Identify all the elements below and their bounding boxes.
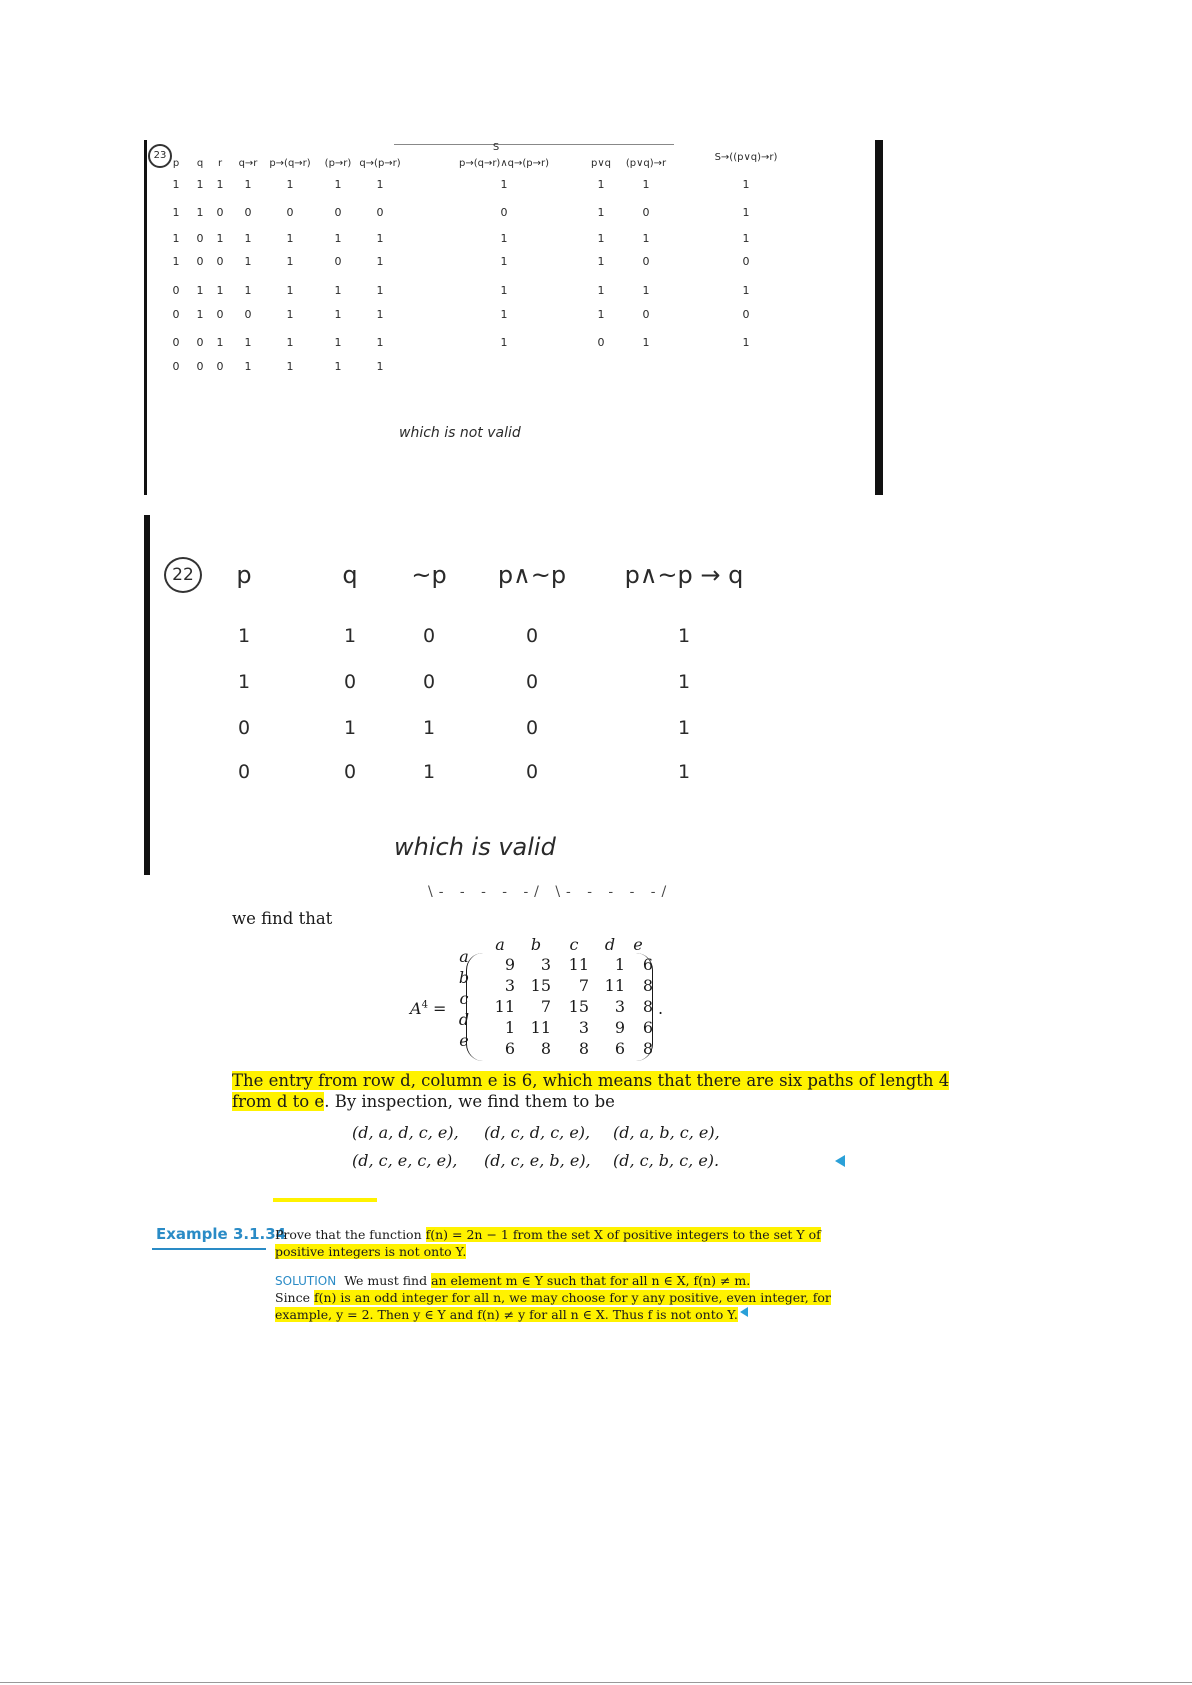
truth-table-23-cell: 1 [334, 360, 342, 373]
matrix-cell: 6 [614, 1039, 625, 1058]
truth-table-23-header: (p→r) [324, 158, 352, 169]
conclusion-not-valid: which is not valid [399, 425, 521, 441]
truth-table-22-cell: 1 [422, 761, 436, 783]
matrix-cell: 1 [614, 955, 625, 974]
problem-number-22: 22 [164, 557, 202, 593]
truth-table-23-cell: 1 [376, 336, 384, 349]
truth-table-23-cell: 1 [334, 232, 342, 245]
truth-table-23-cell: 0 [196, 360, 204, 373]
truth-table-22-cell: 1 [677, 625, 691, 647]
truth-table-23-cell: 1 [286, 308, 294, 321]
truth-table-23-cell: 1 [376, 255, 384, 268]
truth-table-23-cell: 1 [376, 178, 384, 191]
truth-table-23-cell: 0 [216, 360, 224, 373]
truth-table-22-header: ~p [411, 561, 447, 589]
right-border [875, 140, 883, 495]
truth-table-23-cell: 1 [216, 178, 224, 191]
truth-table-23-cell: 1 [334, 336, 342, 349]
matrix-cell: 8 [642, 1039, 653, 1058]
truth-table-22-cell: 1 [422, 717, 436, 739]
matrix-cell: 11 [604, 976, 625, 995]
entry-line-2-highlight: from d to e [232, 1092, 325, 1111]
truth-table-23-cell: 0 [376, 206, 384, 219]
end-of-solution-triangle-icon [740, 1307, 748, 1317]
truth-table-23-cell: 0 [742, 308, 750, 321]
truth-table-23-cell: 1 [597, 178, 605, 191]
solution-line-2: Since f(n) is an odd integer for all n, we may choose for y any positive, even integer, for [275, 1290, 831, 1305]
truth-table-23-cell: 0 [172, 336, 180, 349]
truth-table-22-header: p∧~p [497, 561, 567, 589]
matrix-cell: 8 [578, 1039, 589, 1058]
cropped-fragment: \- - - - -/ \- - - - -/ [428, 884, 673, 900]
handwritten-truth-table-22 [144, 515, 884, 875]
truth-table-23-cell: 1 [376, 232, 384, 245]
end-of-example-triangle-icon [835, 1155, 845, 1167]
truth-table-22-header: p∧~p → q [624, 561, 744, 589]
truth-table-23-cell: 0 [196, 255, 204, 268]
truth-table-23-cell: 1 [196, 206, 204, 219]
path-1: (d, a, d, c, e), [352, 1123, 459, 1142]
truth-table-23-cell: 1 [742, 206, 750, 219]
truth-table-22-cell: 0 [343, 671, 357, 693]
solution-line-3: example, y = 2. Then y ∈ Y and f(n) ≠ y for all n ∈ X. Thus f is not onto Y. [275, 1307, 738, 1322]
truth-table-23-cell: 1 [642, 232, 650, 245]
truth-table-23-cell: 1 [742, 336, 750, 349]
matrix-cell: 15 [530, 976, 551, 995]
truth-table-23-cell: 1 [196, 284, 204, 297]
entry-paragraph [232, 1070, 949, 1112]
truth-table-23-cell: 1 [500, 308, 508, 321]
truth-table-23-cell: 1 [334, 178, 342, 191]
truth-table-23-cell: 1 [597, 308, 605, 321]
truth-table-23-cell: 1 [376, 360, 384, 373]
truth-table-23-cell: 1 [597, 206, 605, 219]
truth-table-23-header: p [172, 158, 180, 169]
problem-number-23: 23 [148, 144, 172, 168]
truth-table-23-cell: 1 [334, 308, 342, 321]
truth-table-23-cell: 1 [286, 336, 294, 349]
truth-table-23-cell: 1 [244, 284, 252, 297]
matrix-column-label: c [569, 935, 579, 954]
truth-table-23-cell: 0 [642, 255, 650, 268]
matrix-cell: 9 [614, 1018, 625, 1037]
matrix-cell: 15 [568, 997, 589, 1016]
matrix-cell: 8 [540, 1039, 551, 1058]
truth-table-23-header: S→((p∨q)→r) [714, 152, 778, 163]
matrix-row-label: b [458, 968, 470, 987]
truth-table-23-cell: 1 [334, 284, 342, 297]
left-border [144, 140, 147, 495]
path-2: (d, c, d, c, e), [484, 1123, 591, 1142]
truth-table-23-cell: 1 [244, 255, 252, 268]
matrix-cell: 6 [504, 1039, 515, 1058]
truth-table-23-header: q [196, 158, 204, 169]
matrix-cell: 8 [642, 976, 653, 995]
truth-table-23-cell: 1 [172, 178, 180, 191]
truth-table-23-cell: 0 [172, 308, 180, 321]
truth-table-23-cell: 1 [172, 206, 180, 219]
truth-table-23-header: q→r [238, 158, 258, 169]
truth-table-23-cell: 1 [742, 284, 750, 297]
truth-table-23-cell: 0 [196, 232, 204, 245]
example-rule-left [152, 1248, 266, 1250]
truth-table-23-cell: 0 [500, 206, 508, 219]
truth-table-23-cell: 0 [196, 336, 204, 349]
truth-table-22-cell: 1 [677, 671, 691, 693]
truth-table-23-cell: 1 [244, 336, 252, 349]
truth-table-23-header: q→(p→r) [359, 158, 401, 169]
truth-table-23-cell: 0 [286, 206, 294, 219]
matrix-row-label: a [459, 947, 469, 966]
entry-line-1: The entry from row d, column e is 6, which means that there are six paths of length 4 [232, 1071, 950, 1090]
truth-table-23-cell: 1 [376, 308, 384, 321]
matrix-cell: 3 [540, 955, 551, 974]
matrix-row-label: d [458, 1010, 470, 1029]
truth-table-23-cell: 1 [742, 232, 750, 245]
truth-table-23-cell: 1 [244, 232, 252, 245]
matrix-cell: 8 [642, 997, 653, 1016]
spacer [272, 1264, 747, 1265]
truth-table-23-cell: 1 [172, 232, 180, 245]
truth-table-22-header: q [342, 561, 358, 589]
truth-table-23-cell: 1 [286, 255, 294, 268]
matrix-column-label: d [604, 935, 616, 954]
matrix-cell: 6 [642, 955, 653, 974]
truth-table-23-cell: 1 [172, 255, 180, 268]
truth-table-22-cell: 1 [677, 761, 691, 783]
entry-line-2-rest: . By inspection, we find them to be [324, 1092, 615, 1111]
matrix-A4 [400, 935, 680, 1065]
matrix-row-label: c [459, 989, 469, 1008]
truth-table-23-cell: 0 [216, 255, 224, 268]
matrix-name: $A^4$ = [410, 999, 447, 1018]
truth-table-23-cell: 0 [642, 206, 650, 219]
truth-table-23-cell: 1 [286, 284, 294, 297]
page-bottom-rule [0, 1682, 1192, 1683]
truth-table-23-cell: 0 [597, 336, 605, 349]
truth-table-23-cell: 0 [244, 206, 252, 219]
truth-table-23-cell: 1 [216, 284, 224, 297]
truth-table-23-cell: 0 [172, 284, 180, 297]
matrix-cell: 3 [504, 976, 515, 995]
truth-table-23-cell: 1 [196, 178, 204, 191]
truth-table-23-cell: 1 [376, 284, 384, 297]
matrix-cell: 7 [578, 976, 589, 995]
truth-table-23-header: p→(q→r)∧q→(p→r) [458, 158, 550, 169]
truth-table-22-cell: 1 [237, 625, 251, 647]
truth-table-23-cell: 1 [597, 284, 605, 297]
truth-table-23-cell: 1 [597, 232, 605, 245]
truth-table-22-cell: 0 [525, 671, 539, 693]
matrix-cell: 1 [504, 1018, 515, 1037]
truth-table-23-cell: 0 [642, 308, 650, 321]
matrix-column-label: b [530, 935, 542, 954]
matrix-cell: 6 [642, 1018, 653, 1037]
truth-table-23-cell: 0 [216, 308, 224, 321]
truth-table-23-cell: 1 [500, 232, 508, 245]
matrix-cell: 9 [504, 955, 515, 974]
handwritten-truth-table-23 [144, 140, 884, 495]
truth-table-22-cell: 0 [237, 717, 251, 739]
truth-table-22-header: p [236, 561, 252, 589]
matrix-column-label: e [633, 935, 643, 954]
conclusion-valid: which is valid [394, 833, 556, 861]
solution-line-1: SOLUTION We must find an element m ∈ Y such that for all n ∈ X, f(n) ≠ m. [275, 1273, 751, 1288]
truth-table-23-cell: 1 [286, 360, 294, 373]
truth-table-23-cell: 1 [286, 232, 294, 245]
we-find-that: we find that [232, 909, 333, 928]
truth-table-23-cell: 0 [244, 308, 252, 321]
matrix-cell: 11 [494, 997, 515, 1016]
truth-table-23-header: S [492, 142, 500, 153]
matrix-cell: 7 [540, 997, 551, 1016]
truth-table-22-cell: 1 [343, 625, 357, 647]
truth-table-23-cell: 1 [216, 336, 224, 349]
truth-table-23-cell: 1 [500, 336, 508, 349]
left-border [144, 515, 150, 875]
path-5: (d, c, e, b, e), [484, 1151, 591, 1170]
example-statement-line-2: positive integers is not onto Y. [275, 1244, 467, 1259]
truth-table-23-cell: 1 [500, 178, 508, 191]
matrix-period: . [658, 999, 664, 1018]
truth-table-22-cell: 0 [525, 717, 539, 739]
overline [394, 144, 674, 145]
highlight-remnant [273, 1198, 377, 1202]
truth-table-22-cell: 1 [343, 717, 357, 739]
truth-table-23-cell: 1 [286, 178, 294, 191]
example-statement-line-1: Prove that the function f(n) = 2n − 1 from the set X of positive integers to the set Y of [275, 1227, 821, 1242]
truth-table-23-cell: 1 [597, 255, 605, 268]
truth-table-23-header: r [217, 158, 223, 169]
truth-table-23-cell: 1 [244, 360, 252, 373]
truth-table-23-cell: 1 [500, 255, 508, 268]
matrix-row-label: e [459, 1031, 469, 1050]
truth-table-23-cell: 0 [334, 255, 342, 268]
truth-table-23-cell: 1 [500, 284, 508, 297]
matrix-cell: 11 [568, 955, 589, 974]
truth-table-23-header: p→(q→r) [269, 158, 311, 169]
matrix-cell: 3 [578, 1018, 589, 1037]
path-3: (d, a, b, c, e), [613, 1123, 720, 1142]
truth-table-23-cell: 1 [642, 178, 650, 191]
truth-table-22-cell: 0 [525, 761, 539, 783]
truth-table-23-cell: 1 [244, 178, 252, 191]
path-4: (d, c, e, c, e), [352, 1151, 458, 1170]
truth-table-23-cell: 0 [172, 360, 180, 373]
truth-table-22-cell: 0 [237, 761, 251, 783]
truth-table-22-cell: 0 [525, 625, 539, 647]
truth-table-23-cell: 1 [742, 178, 750, 191]
truth-table-22-cell: 0 [422, 671, 436, 693]
truth-table-23-header: p∨q [590, 158, 612, 169]
truth-table-23-header: (p∨q)→r [625, 158, 667, 169]
truth-table-22-cell: 1 [677, 717, 691, 739]
truth-table-22-cell: 1 [237, 671, 251, 693]
matrix-cell: 3 [614, 997, 625, 1016]
truth-table-23-cell: 1 [642, 284, 650, 297]
truth-table-23-cell: 0 [334, 206, 342, 219]
truth-table-23-cell: 1 [216, 232, 224, 245]
truth-table-22-cell: 0 [422, 625, 436, 647]
truth-table-23-cell: 1 [642, 336, 650, 349]
path-6: (d, c, b, c, e). [613, 1151, 720, 1170]
truth-table-23-cell: 0 [742, 255, 750, 268]
truth-table-23-cell: 1 [196, 308, 204, 321]
example-label: Example 3.1.34 [156, 1225, 287, 1243]
truth-table-22-cell: 0 [343, 761, 357, 783]
matrix-cell: 11 [530, 1018, 551, 1037]
matrix-column-label: a [495, 935, 505, 954]
truth-table-23-cell: 0 [216, 206, 224, 219]
